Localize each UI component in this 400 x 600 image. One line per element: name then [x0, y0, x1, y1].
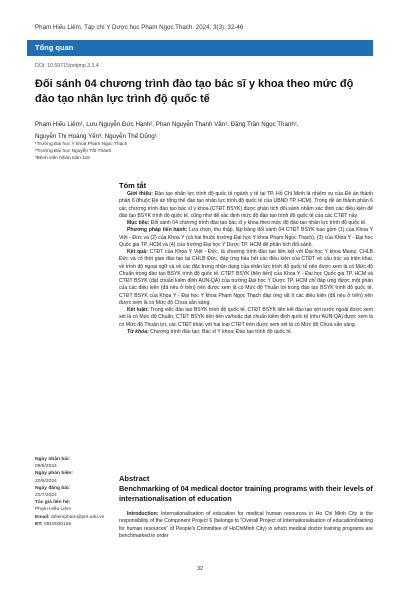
received-date: 09/5/2024: [35, 464, 57, 470]
en-intro-label: Introduction:: [127, 511, 159, 517]
page-number: 32: [196, 566, 204, 572]
affiliation-2: ²Trường Đại học Nguyễn Tất Thành: [35, 149, 112, 154]
article-info-sidebar: [35, 456, 107, 528]
received-label: Ngày nhận bài:: [35, 457, 71, 462]
accepted-label: Ngày đăng bài:: [35, 485, 71, 491]
authors: [35, 119, 365, 142]
abstract-vi-intro: [119, 191, 373, 220]
reviewed-date: 20/6/2024: [35, 478, 57, 484]
abstract-vi-body: [119, 191, 373, 336]
phone-row: [35, 521, 107, 528]
abstract-en-intro: [119, 511, 373, 540]
article-title: Đối sánh 04 chương trình đào tạo bác sĩ y khoa theo mức độ đào tạo nhân lực trình độ quốc tế: [35, 78, 354, 105]
abstract-en-title: Benchmarking of 04 medical doctor training programs with their levels of internationalisation of education: [119, 484, 373, 503]
abstract-en-heading: Abstract: [119, 474, 150, 483]
email-row: [35, 514, 107, 521]
abstract-vi-conclusion: [119, 307, 373, 329]
abstract-en-body: [119, 511, 373, 540]
phone-label: ĐT:: [35, 521, 43, 527]
aim-text: Đối sánh 04 chương trình đào tạo bác sĩ y khoa theo mức độ đào tạo nhân lực trình độ quốc tế.: [149, 220, 367, 226]
phone-value: 0918000155: [43, 521, 72, 527]
authors-line-2: Nguyễn Thị Hoàng Yến³, Nguyễn Thế Dũng¹: [35, 132, 157, 140]
aim-label: Mục tiêu:: [127, 220, 150, 226]
intro-text: Đào tạo nhân lực trình độ quốc tế ngành y tế tại TP. Hồ Chí Minh là nhiệm vụ của Đề án thành phần 6 (thuộc Đề án tổng thể đào tạo nhân lực trình độ quốc tế của UBND TP. HCM). Trong đề án thành phần 6 các chương trình đào tạo bác sĩ y khoa (CTĐT BSYK) được phân tích đối sánh nhằm xác định các điều kiện để đào tạo BSYK trình độ quốc tế, cũng như để xác định mức độ đào tạo trình độ quốc tế của các CTĐT này.: [119, 191, 373, 219]
abstract-vi-methods: [119, 227, 373, 249]
affiliations: [35, 141, 127, 162]
en-intro-text: Internationalisation of education for medical human resources in Ho Chi Minh City is the responsibility of the Component Project 6 (belongs to "Overall Project of Internationalisation of education/training for human resources" of People's Committee of HoChiMinh City) in which medical doctor training programs are benchmarked in order: [119, 511, 373, 539]
email-value[interactable]: drliempham@pnt.edu.vn: [51, 514, 105, 520]
abstract-vi-heading: Tóm tắt: [119, 181, 147, 190]
results-text: CTĐT của Khoa Y Việt - Đức, là chương trình đào tạo liên kết với Đại học Y khoa Mainz, CHLB Đức và có thời gian đào tạo tại CHLB Đức, đáp ứng hầu hết các điều kiện của CTĐT về cấu trúc và triển khai, về trình độ ngoại ngữ và về các đặc trưng nhận dạng của nhân lực trình độ quốc tế nên được xem là có Mức độ Chuẩn trong đào tạo BSYK trình độ quốc tế. CTĐT BSYK (tiên tiến) của Khoa Y - Đại học Quốc gia TP. HCM và CTĐT BSYK (đạt chuẩn kiểm định AUN-QA) của trường Đại học Y Dược TP. HCM chỉ đáp ứng được một phần của các điều kiện (đã nêu ở trên) nên được xem là có Mức độ Thuận lợi trong đào tạo BSYK trình độ quốc tế. CTĐT BSYK của Khoa Y - Đại học Y khoa Phạm Ngọc Thạch đáp ứng rất ít các điều kiện (đã nêu ở trên) nên được xem là có Mức độ Chưa sẵn sàng.: [119, 249, 374, 306]
accepted-date: 20/7/2024: [35, 493, 57, 499]
conclusion-text: Trong việc đào tạo BSYK trình độ quốc tế, CTĐT BSYK liên kết đào tạo với nước ngoài được xem xét là có Mức độ Chuẩn, CTĐT BSYK tiên tiến và/hoặc đạt chuẩn kiểm định quốc tế (như AUN-QA) được xem là có Mức độ Thuận lợi, các CTĐT khác với hai loại CTĐT trên được xem xét là có Mức độ Chưa sẵn sàng.: [119, 307, 373, 328]
abstract-vi-keywords: [119, 329, 373, 336]
keywords-text: Chương trình đào tạo; Bác sĩ Y khoa; Đào tạo trình độ quốc tế.: [148, 328, 293, 335]
intro-label: Giới thiệu:: [127, 191, 153, 197]
abstract-vi-results: [119, 249, 373, 307]
results-label: Kết quả:: [127, 249, 148, 255]
keywords-label: Từ khóa:: [127, 328, 149, 335]
affiliation-3: ³Bệnh viện Nhân Dân 115: [35, 156, 90, 161]
corresponding-author: Phạm Hiếu Liêm: [35, 507, 72, 513]
affiliation-1: ¹Trường Đại học Y khoa Phạm Ngọc Thạch: [35, 142, 128, 147]
corresponding-label: Tác giả liên hệ:: [35, 500, 71, 506]
authors-line-1: Phạm Hiếu Liêm¹, Lưu Nguyễn Đức Hạnh², Phan Nguyễn Thanh Vân¹, Đặng Trần Ngọc Thanh¹,: [35, 121, 299, 128]
section-label: Tổng quan: [35, 43, 74, 52]
methods-label: Phương pháp tiến hành:: [127, 227, 188, 234]
methods-text: Lựa chọn, thu thập, lập bảng đối sánh 04 CTĐT BSYK bao gồm (1) của Khoa Y Việt - Đức và (2) của Khoa Y (cả hai thuộc trường Đại học Y khoa Phạm Ngọc Thạch), (3) của Khoa Y - Đại học Quốc gia TP. HCM và (4) của trường Đại học Y Dược TP. HCM để phân tích đối sánh.: [119, 227, 374, 248]
conclusion-label: Kết luận:: [127, 307, 149, 313]
section-bar: [27, 40, 373, 56]
email-label: Email:: [35, 514, 50, 520]
running-head: Phạm Hiếu Liêm. Tạp chí Y Dược học Phạm Ngọc Thạch. 2024; 3(3): 32-46: [35, 24, 244, 31]
doi-link[interactable]: DOI: 10.59715/pntjmp.3.3.4: [35, 63, 99, 69]
reviewed-label: Ngày phản biện:: [35, 471, 74, 477]
